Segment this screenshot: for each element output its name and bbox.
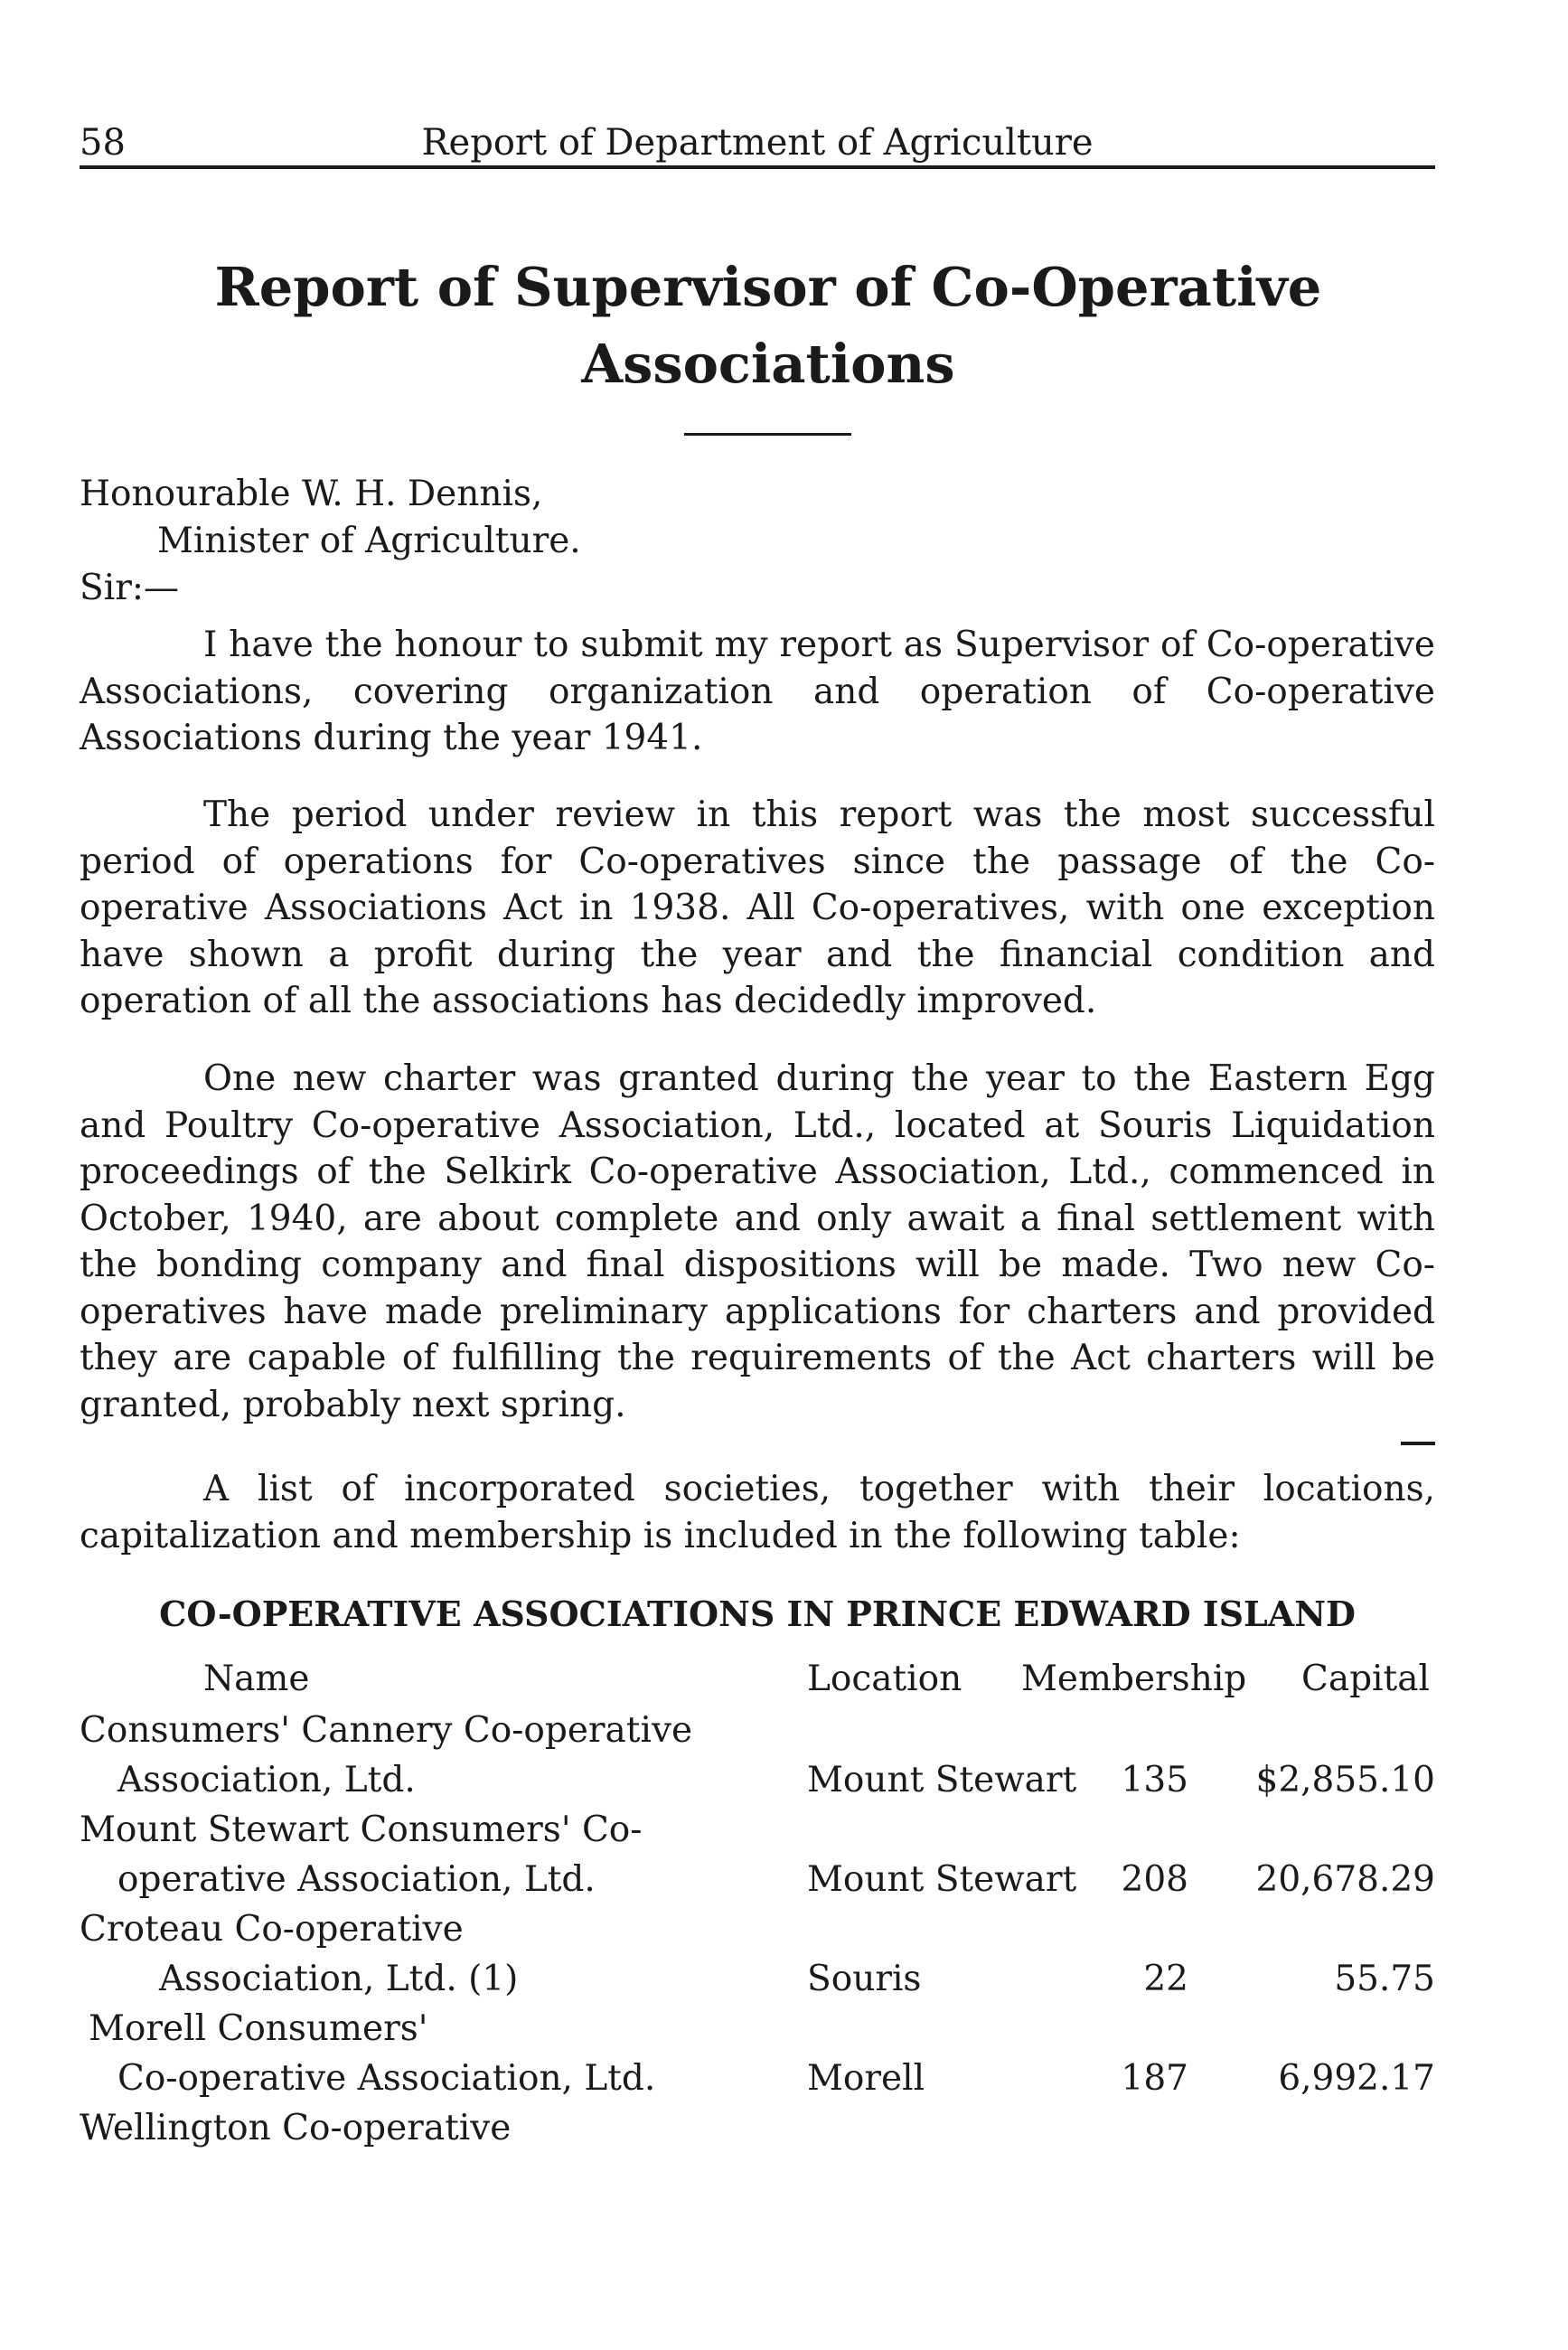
paragraph-4: A list of incorporated societies, together with their locations, capitalization and membership is included in the following table:: [80, 1469, 1435, 1556]
running-title: Report of Department of Agriculture: [421, 122, 1094, 164]
addressee: Honourable W. H. Dennis,: [80, 474, 543, 514]
column-header-location: Location: [807, 1659, 962, 1699]
column-header-name: Name: [203, 1659, 310, 1699]
row-capital: 20,678.29: [1255, 1859, 1435, 1900]
row-name-line2: Co-operative Association, Ltd.: [117, 2058, 656, 2099]
row-capital: $2,855.10: [1255, 1760, 1435, 1800]
table-row-name: [80, 1805, 766, 1904]
row-name-line1: Croteau Co-operative: [80, 1909, 464, 1950]
paragraph-2: The period under review in this report was the most successful period of operations for Co-operatives since the passage of the Co-operative Associations Act in 1938. All Co-operatives, with one exception have shown a profit during the year and the financial condition and operation of all the associations has decidedly improved.: [80, 794, 1435, 1021]
title-rule: [684, 433, 851, 436]
row-location: Souris: [807, 1959, 922, 1999]
column-header-membership: Membership: [1021, 1659, 1247, 1699]
row-name-line2: Association, Ltd. (1): [159, 1959, 519, 1999]
row-membership: 208: [1121, 1859, 1188, 1900]
column-header-capital: Capital: [1301, 1659, 1430, 1699]
row-capital: 6,992.17: [1278, 2058, 1435, 2099]
row-location: Mount Stewart: [807, 1859, 1077, 1900]
row-name-line2: Association, Ltd.: [117, 1760, 416, 1800]
paragraph-1: I have the honour to submit my report as Supervisor of Co-operative Associations, covering organization and operation of Co-operative Associations during the year 1941.: [80, 625, 1435, 758]
row-location: Mount Stewart: [807, 1760, 1077, 1800]
table-row-name: [80, 2004, 766, 2103]
row-membership: 22: [1143, 1959, 1188, 1999]
paragraph-3: One new charter was granted during the year to the Eastern Egg and Poultry Co-operative Association, Ltd., located at Souris Liquidation proceedings of the Selkirk Co-operative Association, Ltd., commenced in October, 1940, are about complete and only await a final settlement with the bonding company and final dispositions will be made. Two new Co-operatives have made preliminary applications for charters and provided they are capable of fulfilling the requirements of the Act charters will be granted, probably next spring.: [80, 1058, 1435, 1425]
report-title-line2: Associations: [581, 333, 955, 395]
addressee-position: Minister of Agriculture.: [157, 521, 581, 561]
greeting: Sir:—: [80, 568, 179, 608]
row-name-line1: Wellington Co-operative: [80, 2108, 512, 2148]
report-title-line1: Report of Supervisor of Co-Operative: [214, 256, 1322, 318]
row-location: Morell: [807, 2058, 925, 2099]
running-header: [80, 114, 1435, 172]
row-membership: 135: [1121, 1760, 1188, 1800]
table-title: CO-OPERATIVE ASSOCIATIONS IN PRINCE EDWARD ISLAND: [159, 1593, 1356, 1634]
header-rule: [80, 165, 1435, 169]
row-name-line1: Mount Stewart Consumers' Co-: [80, 1810, 643, 1850]
row-name-line2: operative Association, Ltd.: [117, 1859, 596, 1900]
row-name-line1: Morell Consumers': [89, 2008, 428, 2049]
row-membership: 187: [1121, 2058, 1188, 2099]
table-row-name: [80, 1904, 766, 2004]
margin-mark: [1401, 1442, 1435, 1445]
row-capital: 55.75: [1334, 1959, 1435, 1999]
table-row-name: [80, 1706, 766, 1805]
report-title: [90, 249, 1446, 402]
row-name-line1: Consumers' Cannery Co-operative: [80, 1710, 693, 1751]
table-row-name: [80, 2103, 766, 2153]
page-number: 58: [80, 122, 126, 164]
